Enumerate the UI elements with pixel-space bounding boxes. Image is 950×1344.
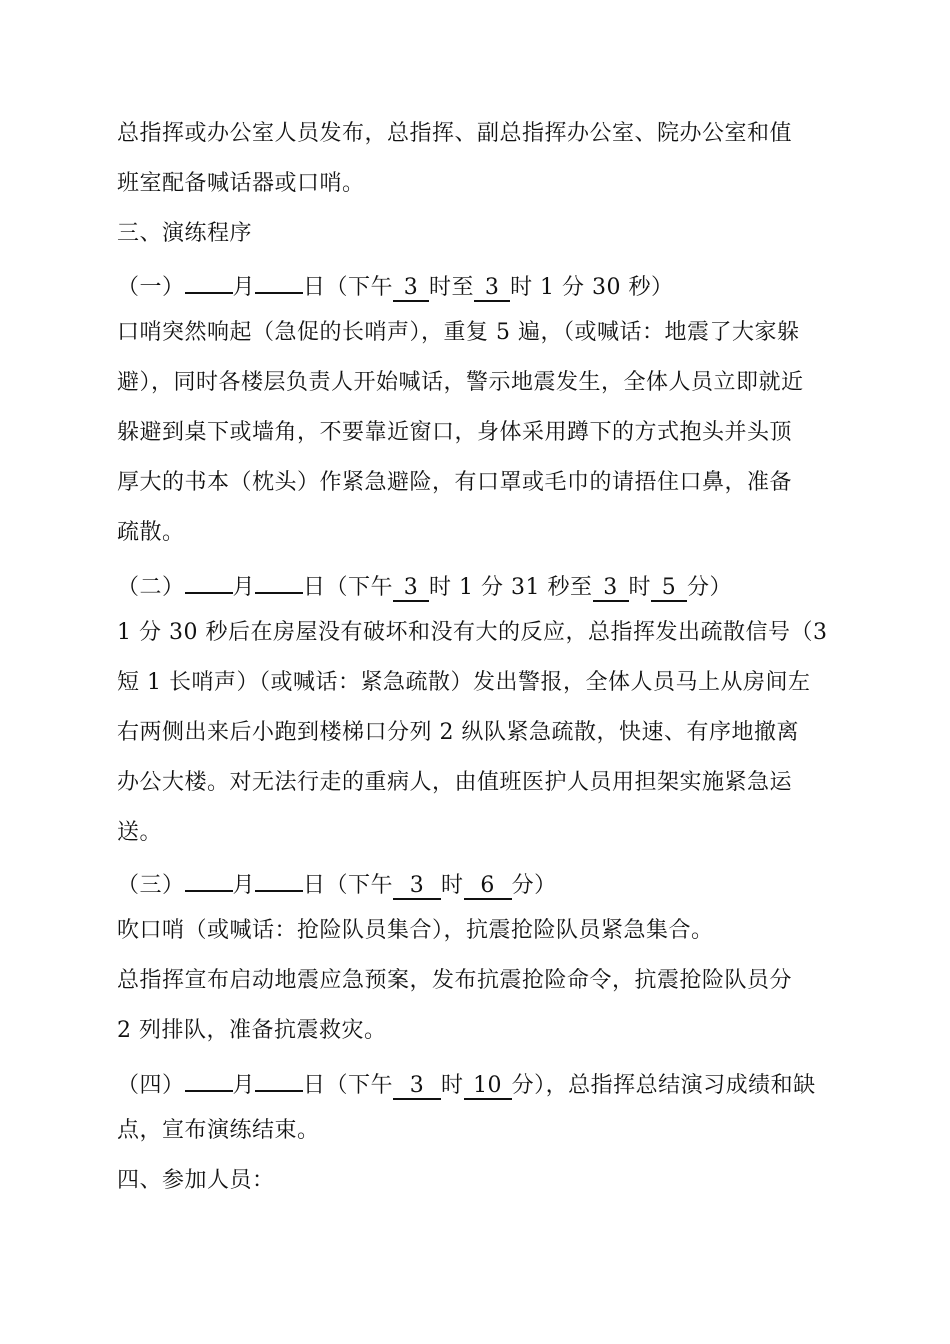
hour-label: 时 (628, 575, 652, 600)
paragraph-line: 右两侧出来后小跑到楼梯口分列 2 纵队紧急疏散，快速、有序地撤离 (117, 720, 799, 745)
step-4-header (117, 1066, 816, 1101)
step-4-prefix: （四） (117, 1073, 185, 1098)
step-2-prefix: （二） (117, 575, 185, 600)
hour-label: 时 (441, 873, 464, 898)
day-label: 日（下午 (303, 575, 394, 600)
time-tail: 分） (687, 575, 733, 600)
time-tail: 分） (511, 873, 557, 898)
time-tail: 时 1 分 30 秒） (510, 275, 674, 300)
paragraph-line: 躲避到桌下或墙角，不要靠近窗口，身体采用蹲下的方式抱头并头顶 (117, 420, 793, 445)
paragraph-line: 避），同时各楼层负责人开始喊话，警示地震发生，全体人员立即就近 (117, 370, 804, 395)
time-separator: 时至 (429, 275, 475, 300)
month-label: 月 (232, 1073, 256, 1098)
paragraph-line: 总指挥或办公室人员发布，总指挥、副总指挥办公室、院办公室和值 (117, 121, 793, 146)
day-label: 日（下午 (303, 1073, 394, 1098)
month-blank (185, 1066, 233, 1092)
minute-end-blank: 5 (651, 576, 687, 602)
paragraph-line: 点，宣布演练结束。 (117, 1118, 320, 1143)
step-2-header (117, 568, 732, 603)
day-blank (255, 866, 303, 892)
time-tail: 分），总指挥总结演习成绩和缺 (511, 1073, 816, 1098)
month-label: 月 (232, 575, 256, 600)
section-heading-drill-procedure: 三、演练程序 (117, 221, 253, 246)
step-3-prefix: （三） (117, 873, 185, 898)
month-label: 月 (232, 275, 256, 300)
hour-start-blank: 3 (393, 576, 429, 602)
hour-label: 时 (441, 1073, 464, 1098)
paragraph-line: 送。 (117, 820, 163, 845)
paragraph-line: 2 列排队，准备抗震救灾。 (117, 1018, 387, 1043)
month-blank (185, 268, 233, 294)
day-blank (255, 1066, 303, 1092)
hour-start-blank: 3 (393, 276, 429, 302)
hour-end-blank: 3 (593, 576, 629, 602)
paragraph-line: 疏散。 (117, 520, 185, 545)
step-1-header (117, 268, 674, 303)
paragraph-line: 班室配备喊话器或口哨。 (117, 171, 365, 196)
minute-blank: 10 (464, 1074, 512, 1100)
month-blank (185, 568, 233, 594)
hour-blank: 3 (393, 874, 441, 900)
minute-blank: 6 (464, 874, 512, 900)
step-1-prefix: （一） (117, 275, 185, 300)
paragraph-line: 短 1 长哨声）（或喊话：紧急疏散）发出警报，全体人员马上从房间左 (117, 670, 811, 695)
step-3-header (117, 866, 557, 901)
paragraph-line: 总指挥宣布启动地震应急预案，发布抗震抢险命令，抗震抢险队员分 (117, 968, 793, 993)
paragraph-line: 办公大楼。对无法行走的重病人，由值班医护人员用担架实施紧急运 (117, 770, 793, 795)
month-blank (185, 866, 233, 892)
paragraph-line: 厚大的书本（枕头）作紧急避险，有口罩或毛巾的请捂住口鼻，准备 (117, 470, 793, 495)
paragraph-line: 吹口哨（或喊话：抢险队员集合），抗震抢险队员紧急集合。 (117, 918, 714, 943)
day-label: 日（下午 (303, 275, 394, 300)
section-heading-participants: 四、参加人员： (117, 1168, 275, 1193)
hour-end-blank: 3 (474, 276, 510, 302)
paragraph-line: 1 分 30 秒后在房屋没有破坏和没有大的反应，总指挥发出疏散信号（3 (117, 620, 828, 645)
day-blank (255, 568, 303, 594)
time-middle: 时 1 分 31 秒至 (429, 575, 593, 600)
day-label: 日（下午 (303, 873, 394, 898)
hour-blank: 3 (393, 1074, 441, 1100)
month-label: 月 (232, 873, 256, 898)
day-blank (255, 268, 303, 294)
paragraph-line: 口哨突然响起（急促的长哨声），重复 5 遍，（或喊话：地震了大家躲 (117, 320, 800, 345)
